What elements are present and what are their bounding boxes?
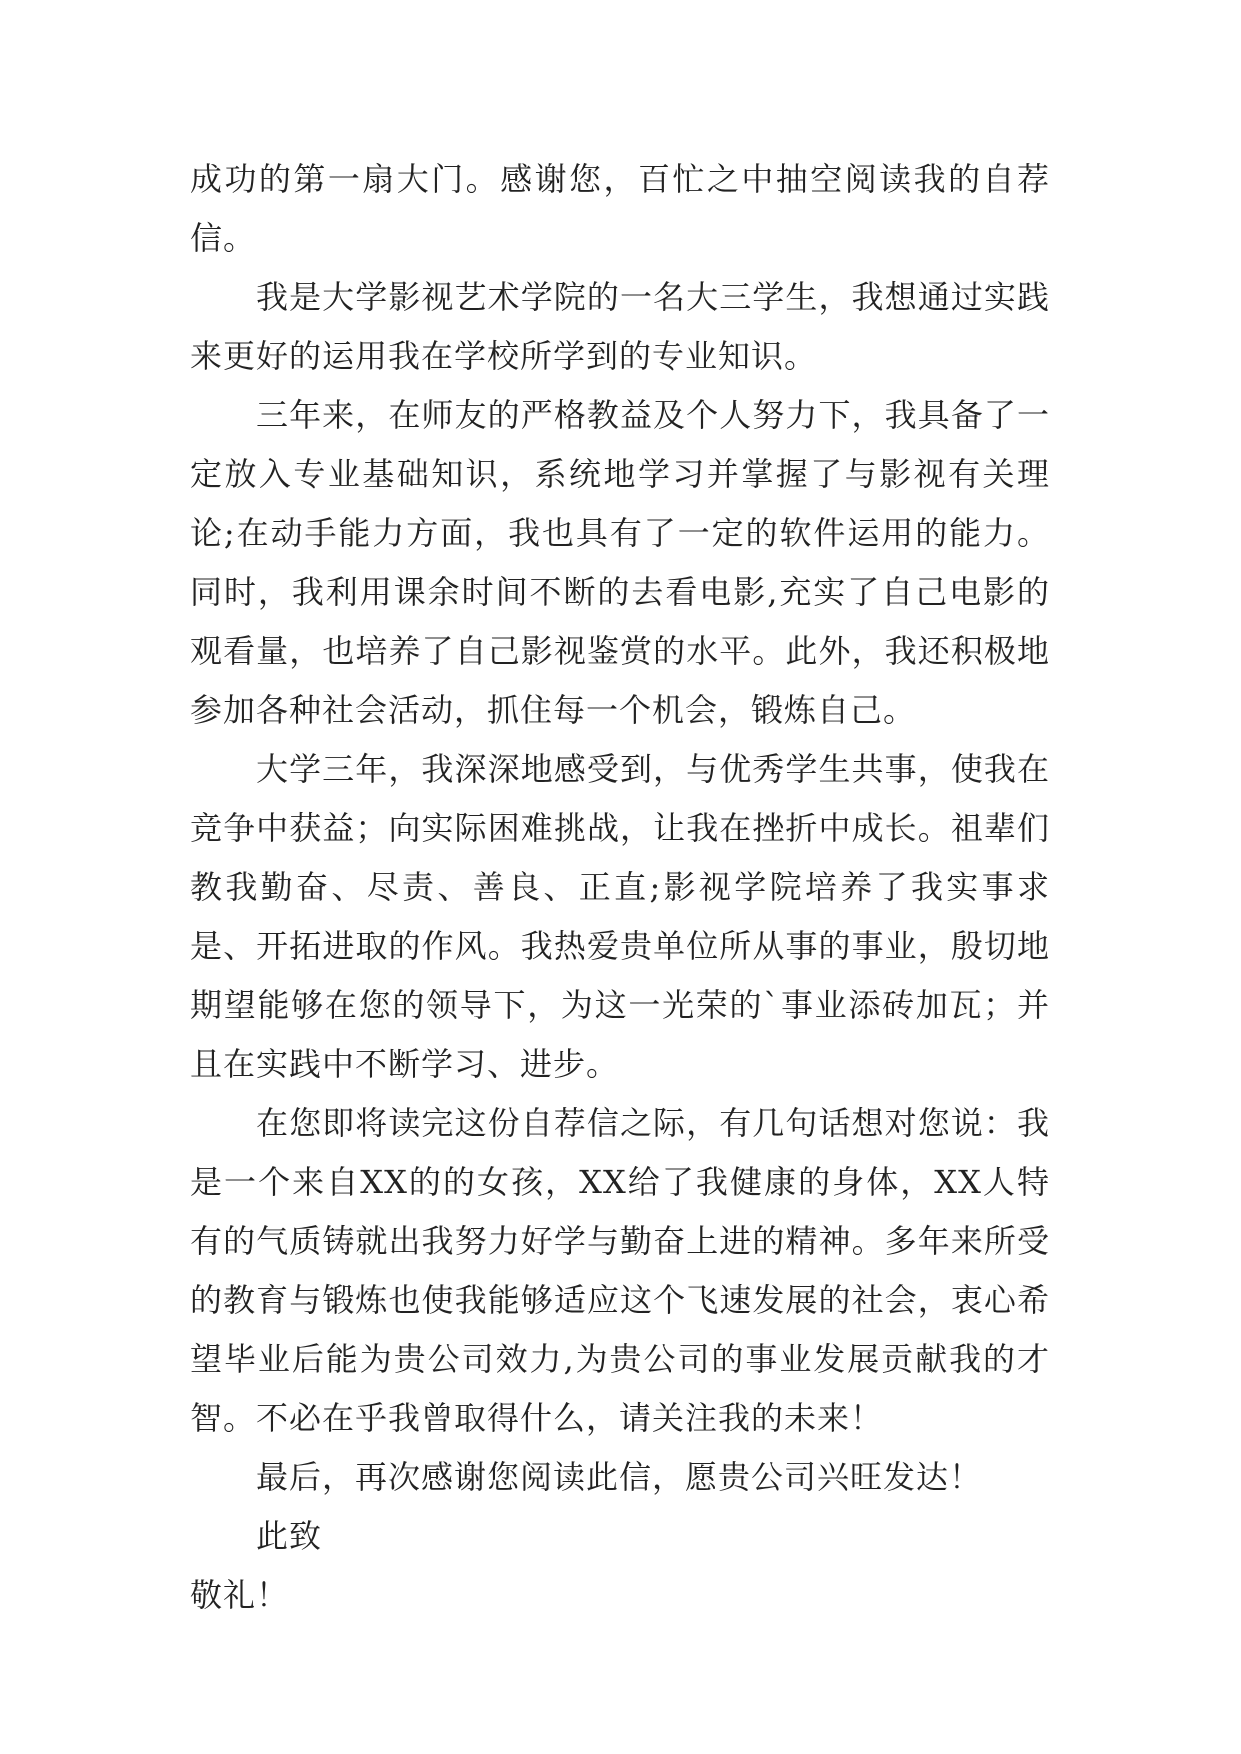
letter-body <box>190 150 1050 1625</box>
paragraph-experience: 大学三年，我深深地感受到，与优秀学生共事，使我在竞争中获益；向实际困难挑战，让我在挫折中成长。祖辈们教我勤奋、尽责、善良、正直;影视学院培养了我实事求是、开拓进取的作风。我热爱贵单位所从事的事业，殷切地期望能够在您的领导下，为这一光荣的`事业添砖加瓦；并且在实践中不断学习、进步。 <box>190 750 1050 1083</box>
paragraph-introduction: 我是大学影视艺术学院的一名大三学生，我想通过实践来更好的运用我在学校所学到的专业知识。 <box>190 278 1050 375</box>
paragraph-opening: 成功的第一扇大门。感谢您，百忙之中抽空阅读我的自荐信。 <box>190 160 1050 257</box>
closing-salutation: 此致 <box>256 1517 323 1555</box>
paragraph-skills: 三年来，在师友的严格教益及个人努力下，我具备了一定放入专业基础知识，系统地学习并掌握了与影视有关理论;在动手能力方面，我也具有了一定的软件运用的能力。同时，我利用课余时间不断的去看电影,充实了自己电影的观看量，也培养了自己影视鉴赏的水平。此外，我还积极地参加各种社会活动，抓住每一个机会，锻炼自己。 <box>190 396 1050 729</box>
paragraph-personal: 在您即将读完这份自荐信之际，有几句话想对您说：我是一个来自XX的的女孩，XX给了我健康的身体，XX人特有的气质铸就出我努力好学与勤奋上进的精神。多年来所受的教育与锻炼也使我能够适应这个飞速发展的社会，衷心希望毕业后能为贵公司效力,为贵公司的事业发展贡献我的才智。不必在乎我曾取得什么，请关注我的未来！ <box>190 1104 1050 1437</box>
closing-regards: 敬礼！ <box>190 1576 290 1614</box>
paragraph-thanks: 最后，再次感谢您阅读此信，愿贵公司兴旺发达！ <box>256 1458 983 1496</box>
